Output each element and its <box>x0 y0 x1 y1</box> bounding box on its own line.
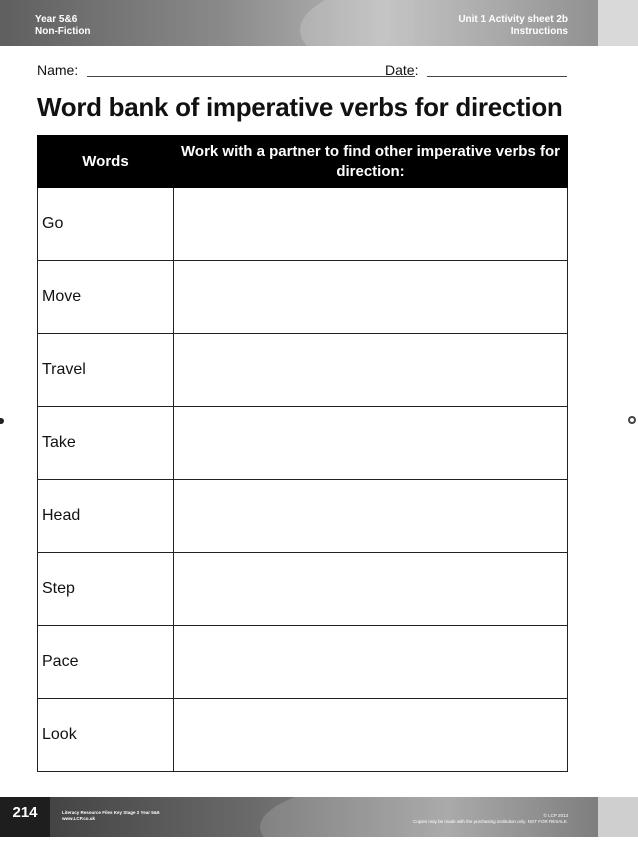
word-cell: Look <box>38 699 174 772</box>
table-row <box>38 626 568 699</box>
words-column-header: Words <box>38 136 174 188</box>
binding-mark-left <box>0 418 4 424</box>
partner-column-header: Work with a partner to find other imperative verbs for direction: <box>174 136 568 188</box>
date-label: Date: <box>385 62 419 78</box>
notes-cell[interactable] <box>174 334 568 407</box>
footer-left <box>62 810 159 822</box>
word-cell: Travel <box>38 334 174 407</box>
table-row <box>38 334 568 407</box>
table-header-row <box>38 136 568 188</box>
footer-right <box>413 813 568 825</box>
header-left <box>35 14 91 38</box>
word-cell: Go <box>38 188 174 261</box>
copy-notice: Copies may be made with the purchasing institution only. NOT FOR RESALE. <box>413 819 568 824</box>
notes-cell[interactable] <box>174 480 568 553</box>
notes-cell[interactable] <box>174 188 568 261</box>
page-title: Word bank of imperative verbs for direction <box>37 92 563 122</box>
binding-mark-right <box>628 416 636 424</box>
sheet-type-label: Instructions <box>510 26 568 37</box>
word-cell: Move <box>38 261 174 334</box>
table-row <box>38 261 568 334</box>
date-field-line[interactable] <box>427 76 567 77</box>
name-date-row <box>37 62 567 82</box>
notes-cell[interactable] <box>174 699 568 772</box>
notes-cell[interactable] <box>174 626 568 699</box>
unit-label: Unit 1 Activity sheet 2b <box>458 14 568 25</box>
table-row <box>38 699 568 772</box>
table-row <box>38 553 568 626</box>
name-label: Name: <box>37 62 79 78</box>
word-cell: Take <box>38 407 174 480</box>
word-cell: Pace <box>38 626 174 699</box>
table-row <box>38 188 568 261</box>
year-label: Year 5&6 <box>35 14 78 25</box>
notes-cell[interactable] <box>174 407 568 480</box>
footer-band <box>0 797 638 837</box>
notes-cell[interactable] <box>174 261 568 334</box>
word-cell: Head <box>38 480 174 553</box>
bottom-margin <box>0 837 638 849</box>
header-page-edge <box>598 0 638 46</box>
name-field-line[interactable] <box>87 76 415 77</box>
table-row <box>38 480 568 553</box>
word-bank-table <box>37 135 568 772</box>
copyright-text: © LCP 2013 <box>543 813 568 818</box>
header-band <box>0 0 638 46</box>
table-row <box>38 407 568 480</box>
header-right <box>458 14 568 38</box>
page-number: 214 <box>0 797 50 837</box>
word-cell: Step <box>38 553 174 626</box>
book-title: Literacy Resource Files Key Stage 2 Year 5&6 <box>62 810 160 815</box>
genre-label: Non-Fiction <box>35 26 91 37</box>
notes-cell[interactable] <box>174 553 568 626</box>
footer-page-edge <box>598 797 638 837</box>
website-link[interactable]: www.LCP.co.uk <box>62 816 96 821</box>
